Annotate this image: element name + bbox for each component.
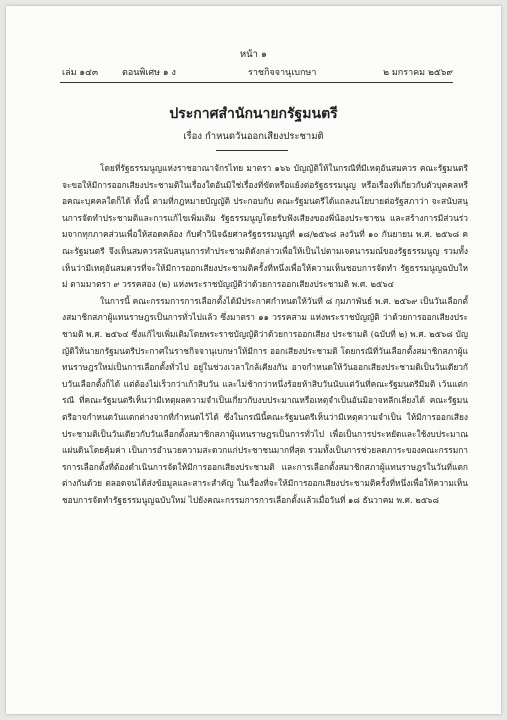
subject-underline (216, 150, 288, 151)
gazette-header (62, 65, 453, 79)
paragraph: โดยที่รัฐธรรมนูญแห่งราชอาณาจักรไทย มาตรา ๑๖๖ บัญญัติให้ในกรณีที่มีเหตุอันสมควร คณะรัฐมนตรีจะขอให้มีการออกเสียงประชามติในเรื่องใดอันมิใช่เรื่องที่ขัดหรือแย้งต่อรัฐธรรมนูญ หรือเรื่องที่เกี่ยวกับตัวบุคคลหรือคณะบุคคลใดก็ได้ ทั้งนี้ ตามที่กฎหมายบัญญัติ ประกอบกับ คณะรัฐมนตรีได้แถลงนโยบายต่อรัฐสภาว่า จะสนับสนุนการจัดทำประชามติและการแก้ไขเพิ่มเติม รัฐธรรมนูญโดยรับฟังเสียงของพี่น้องประชาชน และสร้างการมีส่วนร่วมจากทุกภาคส่วนเพื่อให้สอดคล้อง กับคำวินิจฉัยศาลรัฐธรรมนูญที่ ๑๘/๒๕๖๘ ลงวันที่ ๑๐ กันยายน พ.ศ. ๒๕๖๘ คณะรัฐมนตรี จึงเห็นสมควรสนับสนุนการทำประชามติดังกล่าวเพื่อให้เป็นไปตามเจตนารมณ์ของรัฐธรรมนูญ รวมทั้ง เห็นว่ามีเหตุอันสมควรที่จะให้มีการออกเสียงประชามติครั้งที่หนึ่งเพื่อให้ความเห็นชอบการจัดทำ รัฐธรรมนูญฉบับใหม่ ตามมาตรา ๙ วรรคสอง (๒) แห่งพระราชบัญญัติว่าด้วยการออกเสียงประชามติ พ.ศ. ๒๕๖๔ (62, 163, 468, 290)
section-label: ตอนพิเศษ ๑ ง (122, 68, 176, 78)
document-subject: เรื่อง กำหนดวันออกเสียงประชามติ (183, 131, 324, 142)
header-rule (60, 82, 453, 83)
publication-date: ๒ มกราคม ๒๕๖๙ (383, 68, 453, 78)
document-body (62, 160, 468, 508)
publication-name: ราชกิจจานุเบกษา (248, 68, 317, 78)
gazette-page (6, 6, 501, 714)
document-title: ประกาศสำนักนายกรัฐมนตรี (169, 106, 338, 122)
page-number: หน้า ๑ (239, 49, 268, 60)
volume-label: เล่ม ๑๔๓ (62, 68, 99, 78)
paragraph: ในการนี้ คณะกรรมการการเลือกตั้งได้มีประกาศกำหนดให้วันที่ ๘ กุมภาพันธ์ พ.ศ. ๒๕๖๙ เป็นวันเลือกตั้งสมาชิกสภาผู้แทนราษฎรเป็นการทั่วไปแล้ว ซึ่งมาตรา ๑๑ วรรคสาม แห่งพระราชบัญญัติ ว่าด้วยการออกเสียงประชามติ พ.ศ. ๒๕๖๔ ซึ่งแก้ไขเพิ่มเติมโดยพระราชบัญญัติว่าด้วยการออกเสียง ประชามติ (ฉบับที่ ๒) พ.ศ. ๒๕๖๘ บัญญัติให้นายกรัฐมนตรีประกาศในราชกิจจานุเบกษาให้มีการ ออกเสียงประชามติ โดยกรณีที่วันเลือกตั้งสมาชิกสภาผู้แทนราษฎรใหม่เป็นการเลือกตั้งทั่วไป อยู่ในช่วงเวลาใกล้เคียงกัน อาจกำหนดให้วันออกเสียงประชามติเป็นวันเดียวกับวันเลือกตั้งก็ได้ แต่ต้องไม่เร็วกว่าเก้าสิบวัน และไม่ช้ากว่าหนึ่งร้อยห้าสิบวันนับแต่วันที่คณะรัฐมนตรีมีมติ เว้นแต่กรณี ที่คณะรัฐมนตรีเห็นว่ามีเหตุผลความจำเป็นเกี่ยวกับงบประมาณหรือเหตุจำเป็นอันมิอาจหลีกเลี่ยงได้ คณะรัฐมนตรีอาจกำหนดวันแตกต่างจากที่กำหนดไว้ได้ ซึ่งในกรณีนี้คณะรัฐมนตรีเห็นว่ามีเหตุความจำเป็น ให้มีการออกเสียงประชามติเป็นวันเดียวกับวันเลือกตั้งสมาชิกสภาผู้แทนราษฎรเป็นการทั่วไป เพื่อเป็นการประหยัดและใช้งบประมาณแผ่นดินโดยคุ้มค่า เป็นการอำนวยความสะดวกแก่ประชาชนมากที่สุด รวมทั้งเป็นการช่วยลดภาระของคณะกรรมการการเลือกตั้งที่ต้องดำเนินการจัดให้มีการออกเสียงประชามติ และการเลือกตั้งสมาชิกสภาผู้แทนราษฎรในวันที่แตกต่างกันด้วย ตลอดจนได้ส่งข้อมูลและสาระสำคัญ ในเรื่องที่จะให้มีการออกเสียงประชามติครั้งที่หนึ่งเพื่อให้ความเห็นชอบการจัดทำรัฐธรรมนูญฉบับใหม่ ไปยังคณะกรรมการการเลือกตั้งแล้วเมื่อวันที่ ๑๘ ธันวาคม พ.ศ. ๒๕๖๘ (62, 295, 468, 505)
